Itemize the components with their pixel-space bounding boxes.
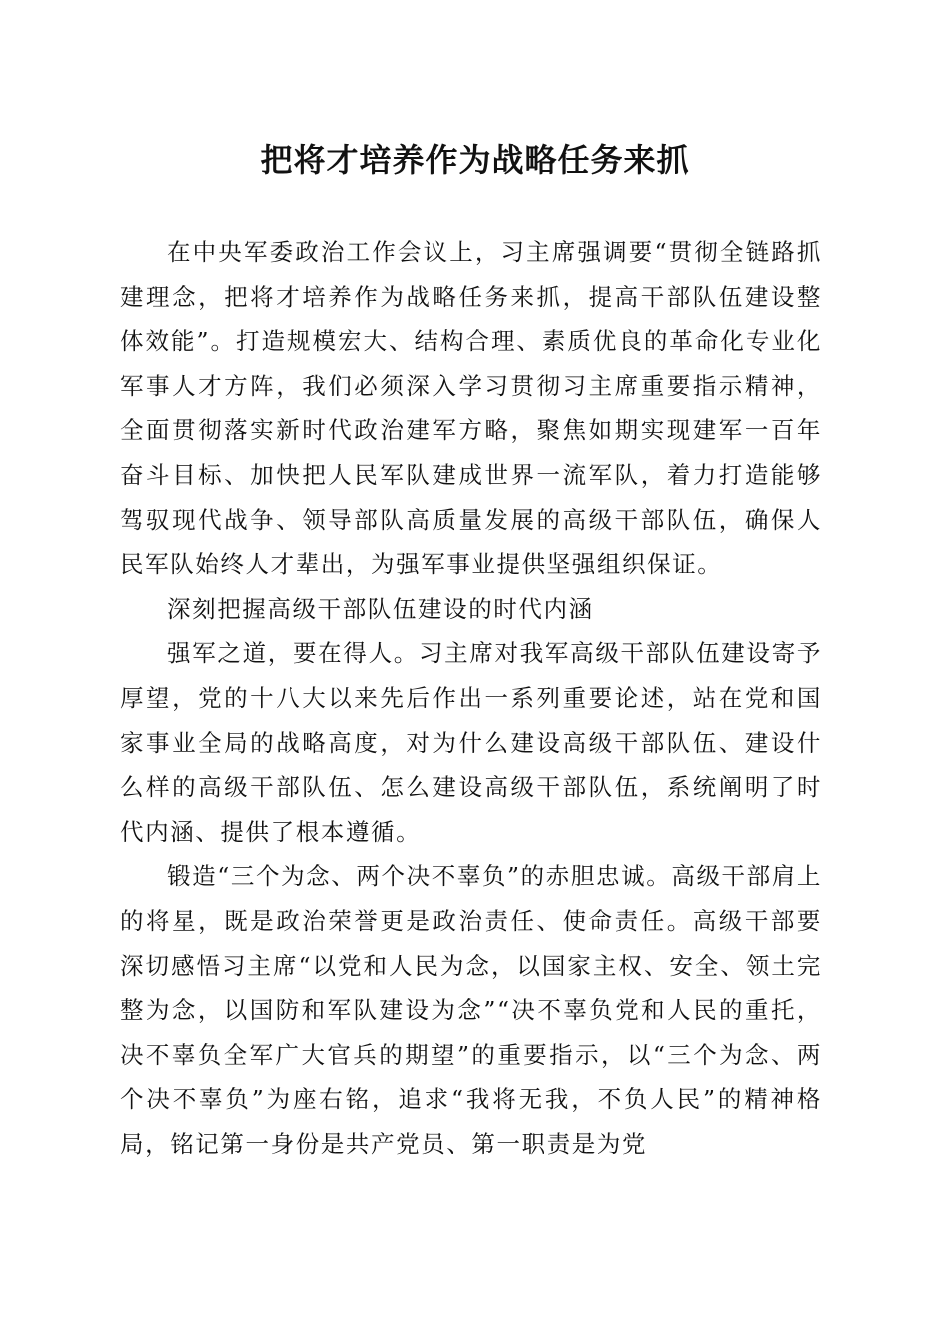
document-title: 把将才培养作为战略任务来抓: [260, 141, 690, 179]
paragraph-intro: 在中央军委政治工作会议上，习主席强调要“贯彻全链路抓建理念，把将才培养作为战略任务来抓，提高干部队伍建设整体效能”。打造规模宏大、结构合理、素质优良的革命化专业化军事人才方阵，我们必须深入学习贯彻习主席重要指示精神，全面贯彻落实新时代政治建军方略，聚焦如期实现建军一百年奋斗目标、加快把人民军队建成世界一流军队，着力打造能够驾驭现代战争、领导部队高质量发展的高级干部队伍，确保人民军队始终人才辈出，为强军事业提供坚强组织保证。: [120, 238, 822, 579]
paragraph-section-1: 强军之道，要在得人。习主席对我军高级干部队伍建设寄予厚望，党的十八大以来先后作出一系列重要论述，站在党和国家事业全局的战略高度，对为什么建设高级干部队伍、建设什么样的高级干部队伍、怎么建设高级干部队伍，系统阐明了时代内涵、提供了根本遵循。: [120, 639, 822, 846]
document-body: [120, 230, 822, 1166]
section-heading: 深刻把握高级干部队伍建设的时代内涵: [167, 594, 594, 623]
paragraph-section-2: 锻造“三个为念、两个决不辜负”的赤胆忠诚。高级干部肩上的将星，既是政治荣誉更是政治责任、使命责任。高级干部要深切感悟习主席“以党和人民为念，以国家主权、安全、领土完整为念，以国防和军队建设为念”“决不辜负党和人民的重托，决不辜负全军广大官兵的期望”的重要指示，以“三个为念、两个决不辜负”为座右铭，追求“我将无我，不负人民”的精神格局，铭记第一身份是共产党员、第一职责是为党: [120, 862, 822, 1158]
